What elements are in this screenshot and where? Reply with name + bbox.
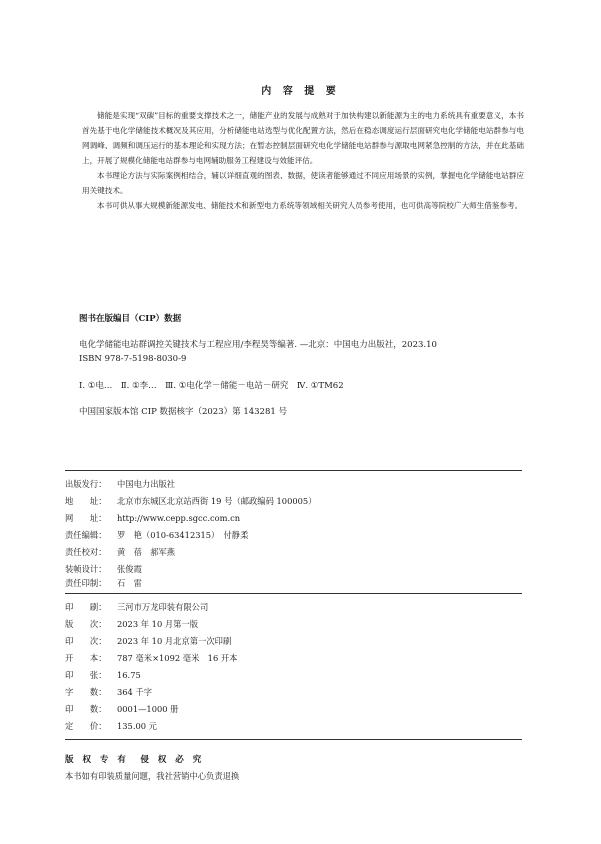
summary-title: 内 容 提 要 xyxy=(261,86,340,97)
field-label: 出版发行： xyxy=(65,479,107,489)
field-label: 印 张： xyxy=(65,670,107,680)
field-value: 三河市万龙印装有限公司 xyxy=(117,602,209,612)
word-count-row xyxy=(65,684,152,700)
proofreader-row xyxy=(65,544,175,560)
cip-classification: Ⅰ. ①电… Ⅱ. ①李… Ⅲ. ①电化学－储能－电站－研究 Ⅳ. ①TM62 xyxy=(79,381,344,391)
printing-supervisor-row xyxy=(65,575,142,591)
divider xyxy=(65,739,522,740)
price-row xyxy=(65,718,157,734)
field-label: 印 数： xyxy=(65,704,107,714)
field-label: 印 次： xyxy=(65,636,107,646)
field-value: 黄 蓓 郝军燕 xyxy=(117,547,176,557)
field-label: 责任校对： xyxy=(65,547,107,557)
printer-row xyxy=(65,599,208,615)
website-link[interactable]: http://www.cepp.sgcc.com.cn xyxy=(117,513,241,523)
field-label: 版 次： xyxy=(65,619,107,629)
website-row xyxy=(65,510,240,526)
cip-isbn: ISBN 978-7-5198-8030-9 xyxy=(79,354,187,364)
field-label: 定 价： xyxy=(65,721,107,731)
field-label: 网 址： xyxy=(65,513,107,523)
field-value: 石 雷 xyxy=(117,578,142,588)
summary-body xyxy=(82,108,524,213)
field-value: 北京市东城区北京站西街 19 号（邮政编码 100005） xyxy=(117,496,317,506)
field-value: 364 千字 xyxy=(117,687,153,697)
summary-paragraph: 本书可供从事大规模新能源发电、储能技术和新型电力系统等领域相关研究人员参考使用，也可供高等院校广大师生借鉴参考。 xyxy=(97,201,523,210)
field-value: 787 毫米×1092 毫米 16 开本 xyxy=(117,653,238,663)
summary-paragraph: 储能是实现“双碳”目标的重要支撑技术之一，储能产业的发展与成熟对于加快构建以新能源为主的电力系统具有重要意义，本书首先基于电化学储能技术概况及其应用，分析储能电站选型与优化配置方法，然后在稳态调度运行层面研究电化学储能电站群参与电网调峰、调频和调压运行的基本理论和实现方法；在暂态控制层面研究电化学储能电站群参与源取电网紧急控制的方法，并在此基础上，开展了规模化储能电站群参与电网辅助服务工程建设与效能评估。 xyxy=(82,111,524,165)
cip-title: 图书在版编目（CIP）数据 xyxy=(79,314,182,324)
publisher-row xyxy=(65,476,175,492)
field-label: 开 本： xyxy=(65,653,107,663)
field-value: 张俊霞 xyxy=(117,564,142,574)
field-label: 装帧设计： xyxy=(65,564,107,574)
field-value: 16.75 xyxy=(117,670,141,680)
impression-row xyxy=(65,633,231,649)
sheets-row xyxy=(65,667,141,683)
field-label: 责任印制： xyxy=(65,578,107,588)
field-value: 0001—1000 册 xyxy=(117,704,179,714)
cip-title-line: 电化学储能电站群调控关键技术与工程应用/李程昊等编著. —北京：中国电力出版社，2023.10 xyxy=(79,340,437,350)
divider xyxy=(65,593,522,594)
field-value: 2023 年 10 月北京第一次印刷 xyxy=(117,636,232,646)
field-value: 罗 艳（010-63412315） 付静柔 xyxy=(117,530,249,540)
copyright-title: 版 权 专 有 侵 权 必 究 xyxy=(65,755,205,765)
field-label: 责任编辑： xyxy=(65,530,107,540)
copyright-note: 本书如有印装质量问题，我社营销中心负责退换 xyxy=(65,771,240,781)
divider xyxy=(65,470,522,471)
field-label: 地 址： xyxy=(65,496,107,506)
field-value: 2023 年 10 月第一版 xyxy=(117,619,199,629)
edition-row xyxy=(65,616,198,632)
field-label: 印 刷： xyxy=(65,602,107,612)
cip-record-number: 中国国家版本馆 CIP 数据核字（2023）第 143281 号 xyxy=(79,407,287,417)
print-run-row xyxy=(65,701,178,717)
address-row xyxy=(65,493,317,509)
format-row xyxy=(65,650,237,666)
field-value: 135.00 元 xyxy=(117,721,157,731)
field-label: 字 数： xyxy=(65,687,107,697)
summary-paragraph: 本书理论方法与实际案例相结合，辅以详细直观的图表、数据，使读者能够通过不同应用场景的实例，掌握电化学储能电站群应用关键技术。 xyxy=(82,171,524,195)
editor-row xyxy=(65,527,248,543)
field-value: 中国电力出版社 xyxy=(117,479,176,489)
